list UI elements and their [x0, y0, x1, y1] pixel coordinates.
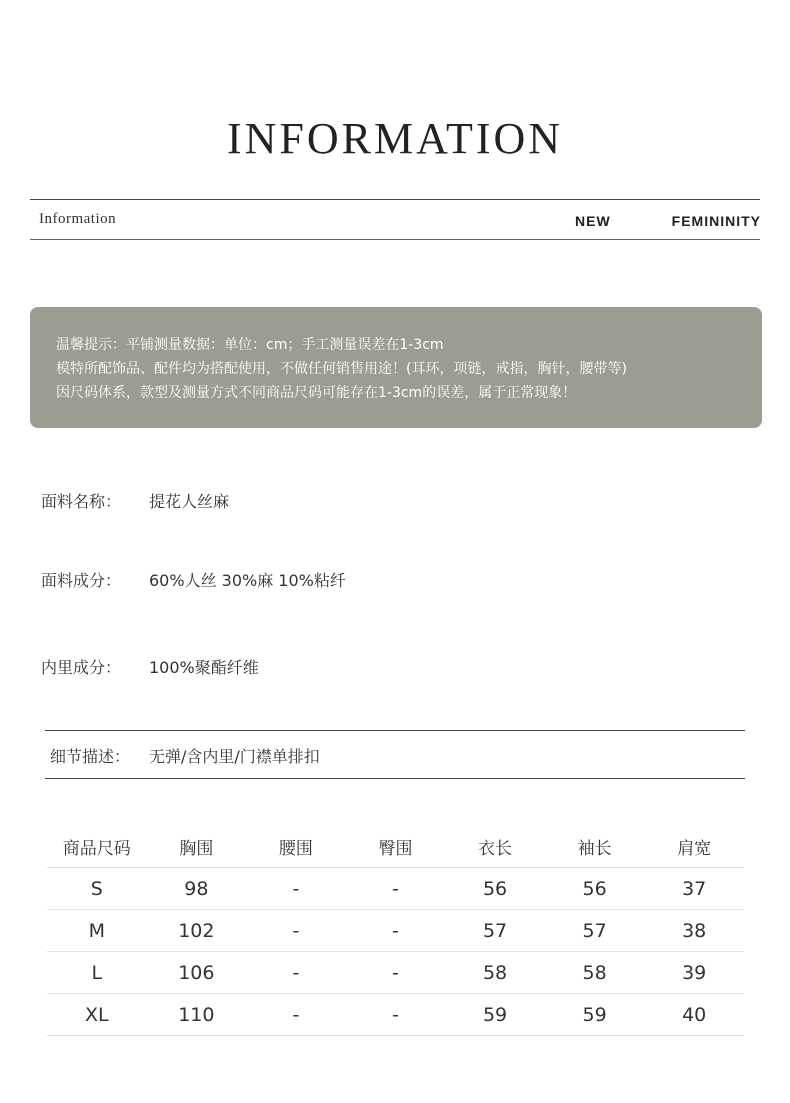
cell-sleeve: 57: [545, 910, 645, 952]
cell-chest: 106: [147, 952, 247, 994]
header-hip: 臀围: [346, 825, 446, 868]
notice-line-2: 模特所配饰品、配件均为搭配使用，不做任何销售用途！(耳环，项链，戒指，胸针，腰带等): [56, 361, 627, 377]
notice-line-3: 因尺码体系，款型及测量方式不同商品尺码可能存在1-3cm的误差，属于正常现象！: [56, 385, 577, 401]
cell-shoulder: 38: [644, 910, 744, 952]
cell-hip: -: [346, 868, 446, 910]
composition-label: 面料成分：: [41, 571, 122, 590]
detail-value: 无弹/含内里/门襟单排扣: [149, 747, 320, 766]
composition-value: 60%人丝 30%麻 10%粘纤: [149, 571, 346, 590]
cell-shoulder: 37: [644, 868, 744, 910]
header-bottom-divider: [30, 239, 760, 240]
info-bar-new: NEW: [575, 213, 611, 229]
cell-chest: 98: [147, 868, 247, 910]
fabric-name-value: 提花人丝麻: [149, 492, 230, 511]
cell-hip: -: [346, 910, 446, 952]
cell-chest: 102: [147, 910, 247, 952]
table-row: [47, 952, 744, 994]
header-size: 商品尺码: [47, 825, 147, 868]
cell-waist: -: [246, 910, 346, 952]
table-row: [47, 868, 744, 910]
cell-hip: -: [346, 952, 446, 994]
lining-row: [41, 655, 259, 678]
fabric-name-label: 面料名称：: [41, 492, 122, 511]
table-row: [47, 994, 744, 1036]
header-waist: 腰围: [246, 825, 346, 868]
cell-sleeve: 56: [545, 868, 645, 910]
table-row: [47, 910, 744, 952]
detail-label: 细节描述：: [50, 747, 131, 766]
header-sleeve: 袖长: [545, 825, 645, 868]
cell-waist: -: [246, 994, 346, 1036]
cell-sleeve: 58: [545, 952, 645, 994]
composition-row: [41, 568, 346, 591]
cell-size: XL: [47, 994, 147, 1036]
cell-length: 56: [445, 868, 545, 910]
cell-size: L: [47, 952, 147, 994]
detail-bottom-divider: [45, 778, 745, 779]
cell-length: 57: [445, 910, 545, 952]
notice-box: [30, 307, 762, 428]
cell-waist: -: [246, 868, 346, 910]
cell-size: M: [47, 910, 147, 952]
size-table: [47, 825, 744, 1036]
size-table-header: [47, 825, 744, 868]
header-chest: 胸围: [147, 825, 247, 868]
cell-shoulder: 39: [644, 952, 744, 994]
notice-line-1: 温馨提示：平铺测量数据：单位：cm；手工测量误差在1-3cm: [56, 337, 444, 353]
header-shoulder: 肩宽: [644, 825, 744, 868]
page-title: INFORMATION: [226, 114, 564, 163]
header-length: 衣长: [445, 825, 545, 868]
cell-size: S: [47, 868, 147, 910]
detail-row: [50, 744, 320, 767]
cell-hip: -: [346, 994, 446, 1036]
header-top-divider: [30, 199, 760, 200]
cell-sleeve: 59: [545, 994, 645, 1036]
cell-shoulder: 40: [644, 994, 744, 1036]
lining-label: 内里成分：: [41, 658, 122, 677]
info-bar-label: Information: [39, 211, 117, 227]
detail-top-divider: [45, 730, 745, 731]
cell-chest: 110: [147, 994, 247, 1036]
fabric-name-row: [41, 489, 229, 512]
lining-value: 100%聚酯纤维: [149, 658, 259, 677]
info-bar-femininity: FEMININITY: [671, 213, 761, 229]
cell-waist: -: [246, 952, 346, 994]
cell-length: 59: [445, 994, 545, 1036]
cell-length: 58: [445, 952, 545, 994]
